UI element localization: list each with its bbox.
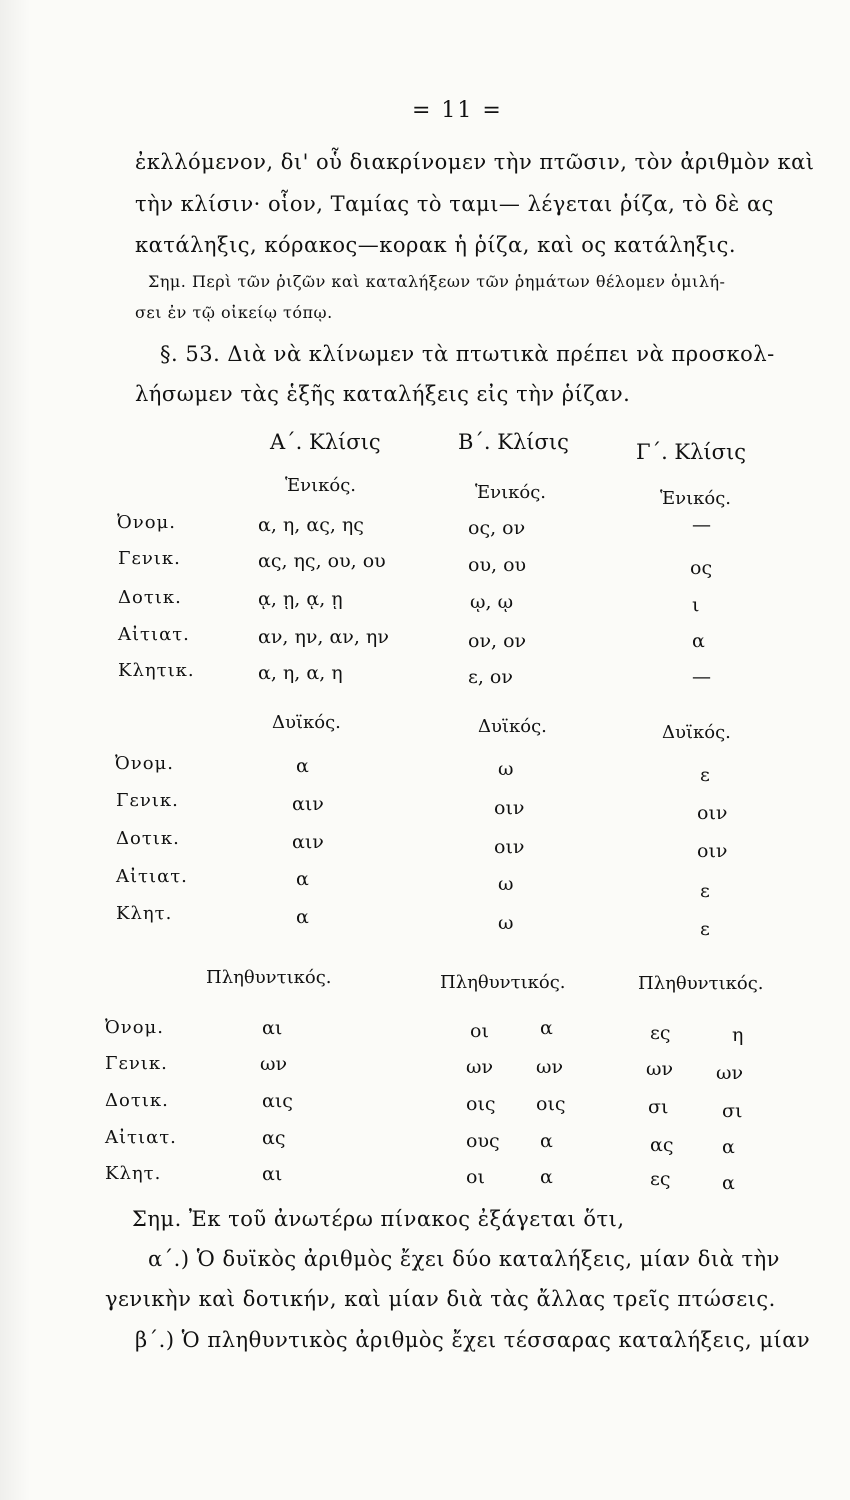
ending-cell: σι xyxy=(648,1096,669,1118)
case-label: Δοτικ. xyxy=(105,1090,169,1111)
ending-cell: οιν xyxy=(697,802,728,824)
paragraph-line: λήσωμεν τὰς ἑξῆς καταλήξεις εἰς τὴν ῥίζαν. xyxy=(135,382,631,406)
paragraph-line: τὴν κλίσιν· οἷον, Ταμίας τὸ ταμι— λέγεται ῥίζα, τὸ δὲ ας xyxy=(135,192,774,216)
declension-1-heading: Α΄. Κλίσις xyxy=(270,430,381,454)
ending-cell: ων xyxy=(260,1053,288,1075)
case-label: Αἰτιατ. xyxy=(116,866,188,887)
case-label: Γενικ. xyxy=(118,548,181,569)
ending-cell: α xyxy=(296,755,309,777)
ending-cell: ω xyxy=(498,873,514,895)
ending-cell: οις xyxy=(536,1093,566,1115)
note-line: γενικὴν καὶ δοτικήν, καὶ μίαν διὰ τὰς ἄλλας τρεῖς πτώσεις. xyxy=(105,1287,776,1311)
ending-cell: ων xyxy=(466,1056,494,1078)
ending-cell: αι xyxy=(262,1017,283,1039)
ending-cell: α, η, α, η xyxy=(258,662,343,684)
ending-cell: ας, ης, ου, ου xyxy=(258,550,386,572)
ending-cell: ας xyxy=(262,1127,286,1149)
ending-cell: ι xyxy=(692,594,700,616)
ending-cell: α xyxy=(722,1136,735,1158)
page-number: = 11 = xyxy=(412,98,503,123)
ending-cell: ων xyxy=(716,1062,744,1084)
ending-cell: α xyxy=(722,1172,735,1194)
dual-heading: Δυϊκός. xyxy=(662,722,731,743)
ending-cell: ων xyxy=(536,1056,564,1078)
ending-cell: α, η, ας, ης xyxy=(258,514,364,536)
ending-cell: ες xyxy=(650,1022,671,1044)
singular-heading: Ἑνικός. xyxy=(475,482,547,503)
plural-heading: Πληθυντικός. xyxy=(206,967,332,988)
ending-cell: ω xyxy=(498,912,514,934)
plural-heading: Πληθυντικός. xyxy=(638,973,764,994)
case-label: Κλητ. xyxy=(116,903,173,924)
section-53-line: §. 53. Διὰ νὰ κλίνωμεν τὰ πτωτικὰ πρέπει νὰ προσκολ- xyxy=(160,342,775,366)
ending-cell: ας xyxy=(650,1134,674,1156)
ending-cell: α xyxy=(540,1130,553,1152)
ending-cell: ους xyxy=(466,1130,500,1152)
case-label: Γενικ. xyxy=(116,790,179,811)
case-label: Κλητ. xyxy=(105,1163,162,1184)
ending-cell: ε xyxy=(700,918,710,940)
ending-cell: αι xyxy=(262,1163,283,1185)
ending-cell: οις xyxy=(466,1093,496,1115)
ending-cell: ᾳ, ῃ, ᾳ, ῃ xyxy=(258,588,343,610)
ending-cell: ος, ον xyxy=(468,517,526,539)
ending-cell: ος xyxy=(690,557,713,579)
ending-cell: οιν xyxy=(697,840,728,862)
ending-cell: αιν xyxy=(292,831,324,853)
ending-cell: α xyxy=(296,868,309,890)
ending-cell: η xyxy=(732,1024,744,1046)
ending-cell: — xyxy=(692,666,711,688)
ending-cell: οι xyxy=(470,1020,489,1042)
ending-cell: ες xyxy=(650,1168,671,1190)
ending-cell: ου, ου xyxy=(468,554,527,576)
ending-cell: σι xyxy=(722,1100,743,1122)
ending-cell: οιν xyxy=(494,836,525,858)
case-label: Ὀνομ. xyxy=(105,1017,164,1038)
ending-cell: α xyxy=(296,906,309,928)
ending-cell: ε xyxy=(700,880,710,902)
case-label: Ὀνομ. xyxy=(117,512,176,533)
ending-cell: ων xyxy=(646,1058,674,1080)
ending-cell: ῳ, ῳ xyxy=(470,591,514,613)
case-label: Αἰτιατ. xyxy=(105,1127,177,1148)
note-line: α΄.) Ὁ δυϊκὸς ἀριθμὸς ἔχει δύο καταλήξεις, μίαν διὰ τὴν xyxy=(148,1247,780,1271)
case-label: Αἰτιατ. xyxy=(118,624,190,645)
declension-2-heading: Β΄. Κλίσις xyxy=(458,430,569,454)
ending-cell: αιν xyxy=(292,793,324,815)
dual-heading: Δυϊκός. xyxy=(478,716,547,737)
ending-cell: α xyxy=(540,1017,553,1039)
ending-cell: αις xyxy=(262,1090,293,1112)
ending-cell: ω xyxy=(498,758,514,780)
ending-cell: οι xyxy=(466,1166,485,1188)
case-label: Δοτικ. xyxy=(118,587,182,608)
note-line: β΄.) Ὁ πληθυντικὸς ἀριθμὸς ἔχει τέσσαρας καταλήξεις, μίαν xyxy=(135,1328,811,1352)
ending-cell: αν, ην, αν, ην xyxy=(258,626,389,648)
ending-cell: — xyxy=(692,514,711,536)
case-label: Κλητικ. xyxy=(118,660,195,681)
ending-cell: ον, ον xyxy=(468,630,527,652)
note-line: σει ἐν τῷ οἰκείῳ τόπῳ. xyxy=(135,303,333,322)
ending-cell: ε, ον xyxy=(468,666,513,688)
singular-heading: Ἑνικός. xyxy=(285,475,357,496)
note-line: Σημ. Περὶ τῶν ῥιζῶν καὶ καταλήξεων τῶν ῥημάτων θέλομεν ὁμιλή- xyxy=(148,272,726,291)
case-label: Ὀνομ. xyxy=(115,753,174,774)
ending-cell: οιν xyxy=(494,797,525,819)
declension-3-heading: Γ΄. Κλίσις xyxy=(636,440,746,464)
plural-heading: Πληθυντικός. xyxy=(440,972,566,993)
dual-heading: Δυϊκός. xyxy=(272,712,341,733)
ending-cell: α xyxy=(692,630,705,652)
case-label: Δοτικ. xyxy=(116,828,180,849)
note-line: Σημ. Ἐκ τοῦ ἀνωτέρω πίνακος ἐξάγεται ὅτι, xyxy=(132,1207,625,1231)
ending-cell: ε xyxy=(700,764,710,786)
ending-cell: α xyxy=(540,1166,553,1188)
singular-heading: Ἑνικός. xyxy=(660,488,732,509)
paragraph-line: ἐκλλόμενον, δι' οὗ διακρίνομεν τὴν πτῶσιν, τὸν ἀριθμὸν καὶ xyxy=(135,150,815,174)
case-label: Γενικ. xyxy=(105,1053,168,1074)
paragraph-line: κατάληξις, κόρακος—κορακ ἡ ῥίζα, καὶ ος κατάληξις. xyxy=(135,233,737,257)
